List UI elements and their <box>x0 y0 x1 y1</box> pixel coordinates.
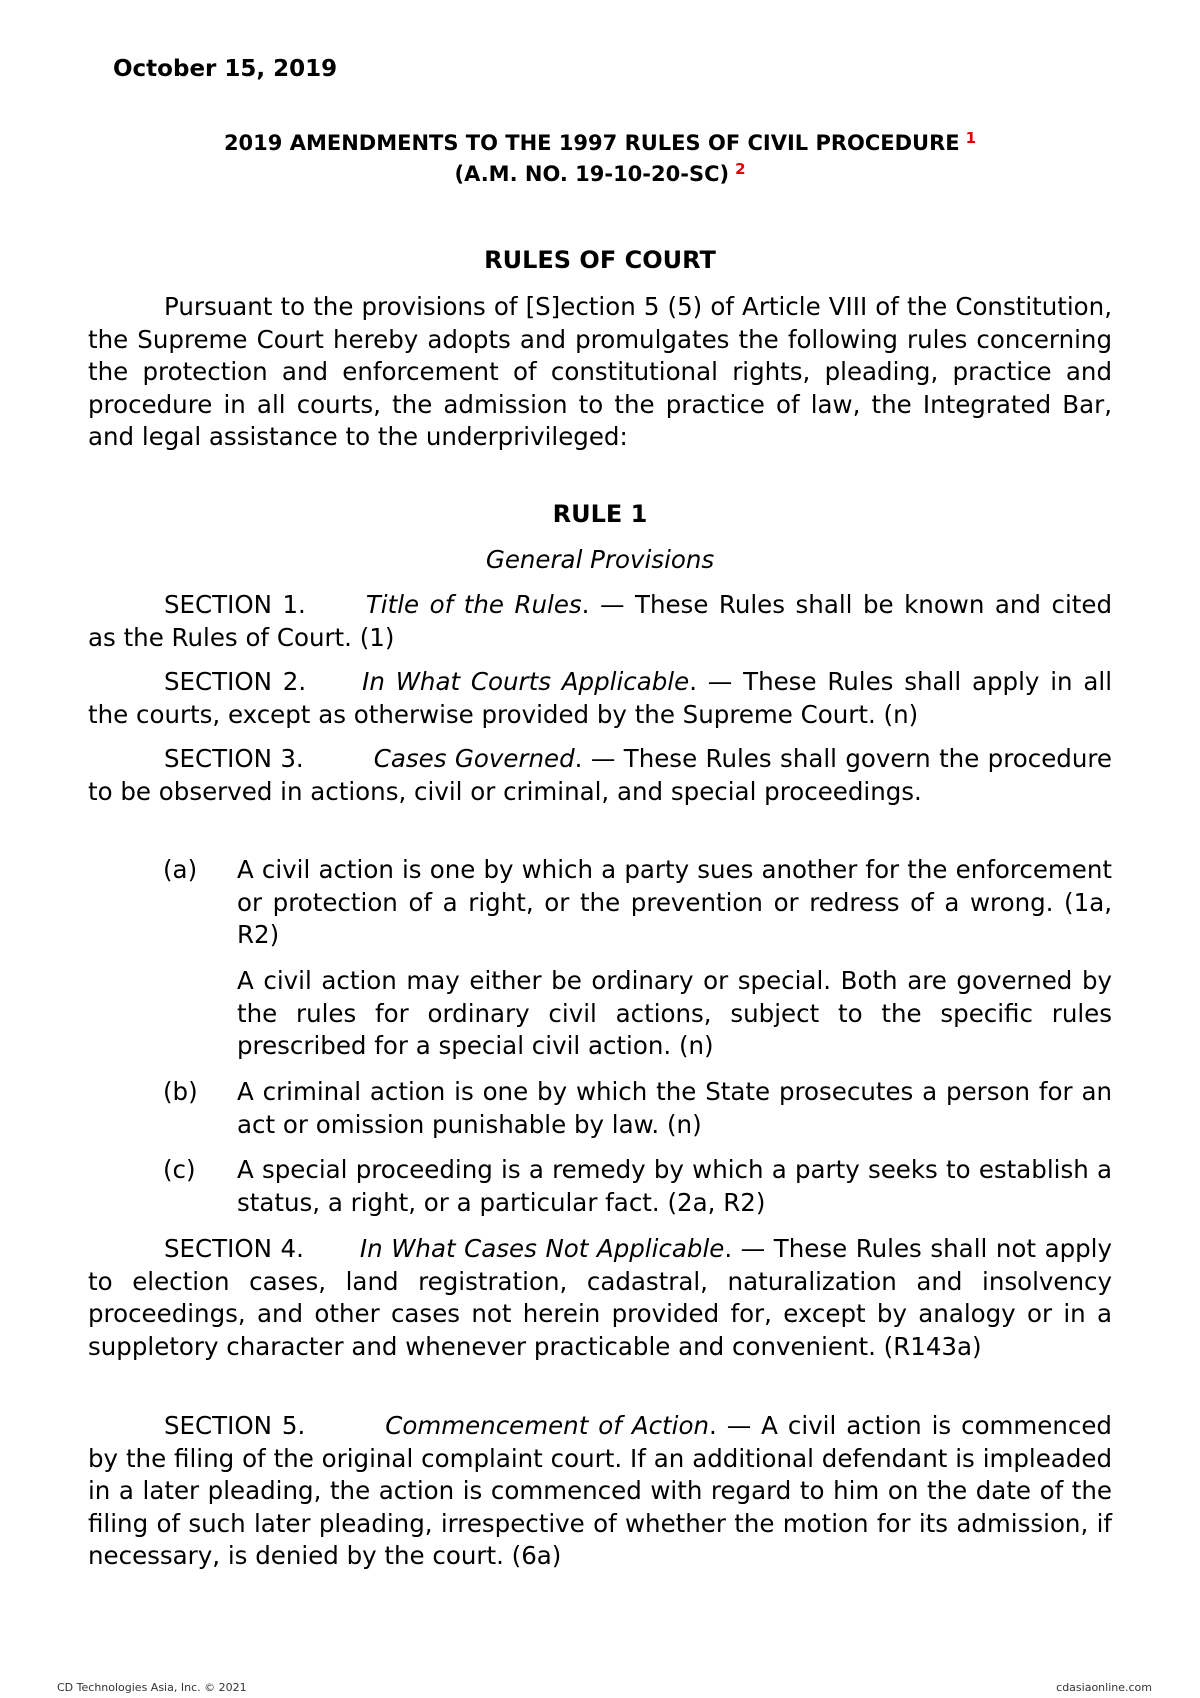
section-label: SECTION 5. <box>164 1411 306 1440</box>
footnote-ref-1[interactable]: 1 <box>965 129 977 147</box>
footer-copyright: CD Technologies Asia, Inc. © 2021 <box>57 1681 247 1694</box>
rule-subtitle: General Provisions <box>485 545 715 574</box>
document-date: October 15, 2019 <box>113 56 338 82</box>
item-marker: (c) <box>163 1155 196 1184</box>
item-text: A civil action may either be ordinary or special. Both are governed by the rules for ordinary civil actions, subject to the specific rules prescribed for a special civil action. (n) <box>237 966 1112 1060</box>
section-5 <box>88 1410 1112 1573</box>
item-text: A civil action is one by which a party sues another for the enforcement or protection of a right, or the prevention or redress of a wrong. (1a, R2) <box>237 855 1112 949</box>
title-line-1: 2019 AMENDMENTS TO THE 1997 RULES OF CIVIL PROCEDURE <box>223 131 960 155</box>
section-label: SECTION 1. <box>164 590 306 619</box>
section-title: Title of the Rules <box>365 590 582 619</box>
list-item-b <box>88 1076 1112 1141</box>
footnote-ref-2[interactable]: 2 <box>735 160 746 178</box>
section-text: . — A civil action is commenced by the filing of the original complaint court. If an additional defendant is impleaded in a later pleading, the action is commenced with regard to him on the date of the filing of such later pleading, irrespective of whether the motion for its admission, if necessary, is denied by the court. (6a) <box>88 1411 1112 1570</box>
list-item-c <box>88 1154 1112 1219</box>
section-title: Commencement of Action <box>385 1411 709 1440</box>
section-label: SECTION 2. <box>164 667 307 696</box>
section-title: In What Courts Applicable <box>362 667 690 696</box>
item-text: A criminal action is one by which the State prosecutes a person for an act or omission punishable by law. (n) <box>237 1077 1112 1139</box>
section-4 <box>88 1233 1112 1363</box>
section-text: . — These Rules shall not apply to election cases, land registration, cadastral, naturalization and insolvency proceedings, and other cases not herein provided for, except by analogy or in a suppletory character and whenever practicable and convenient. (R143a) <box>88 1234 1112 1361</box>
section-label: SECTION 4. <box>164 1234 304 1263</box>
item-marker: (a) <box>163 855 198 884</box>
section-title: In What Cases Not Applicable <box>359 1234 725 1263</box>
list-item-a <box>88 854 1112 952</box>
list-item-a-continued <box>88 965 1112 1063</box>
section-2 <box>88 666 1112 731</box>
section-title: Cases Governed <box>373 744 575 773</box>
section-text: . — These Rules shall govern the procedure to be observed in actions, civil or criminal, and special proceedings. <box>88 744 1112 806</box>
document-title <box>88 129 1112 155</box>
preamble-paragraph: Pursuant to the provisions of [S]ection 5 (5) of Article VIII of the Constitution, the Supreme Court hereby adopts and promulgates the following rules concerning the protection and enforcement of constitutional rights, pleading, practice and procedure in all courts, the admission to the practice of law, the Integrated Bar, and legal assistance to the underprivileged: <box>88 292 1112 451</box>
section-label: SECTION 3. <box>164 744 304 773</box>
section-3 <box>88 743 1112 808</box>
item-text: A special proceeding is a remedy by which a party seeks to establish a status, a right, or a particular fact. (2a, R2) <box>237 1155 1112 1217</box>
section-1 <box>88 589 1112 654</box>
title-line-2: (A.M. NO. 19-10-20-SC) <box>454 162 730 186</box>
document-subtitle <box>88 160 1112 186</box>
section-text: . — These Rules shall be known and cited as the Rules of Court. (1) <box>88 590 1113 652</box>
rules-of-court-heading: RULES OF COURT <box>484 246 716 274</box>
rule-number: RULE 1 <box>552 500 648 528</box>
section-text: . — These Rules shall apply in all the courts, except as otherwise provided by the Supreme Court. (n) <box>88 667 1113 729</box>
footer-website-link[interactable]: cdasiaonline.com <box>1056 1681 1152 1694</box>
item-marker: (b) <box>163 1077 198 1106</box>
